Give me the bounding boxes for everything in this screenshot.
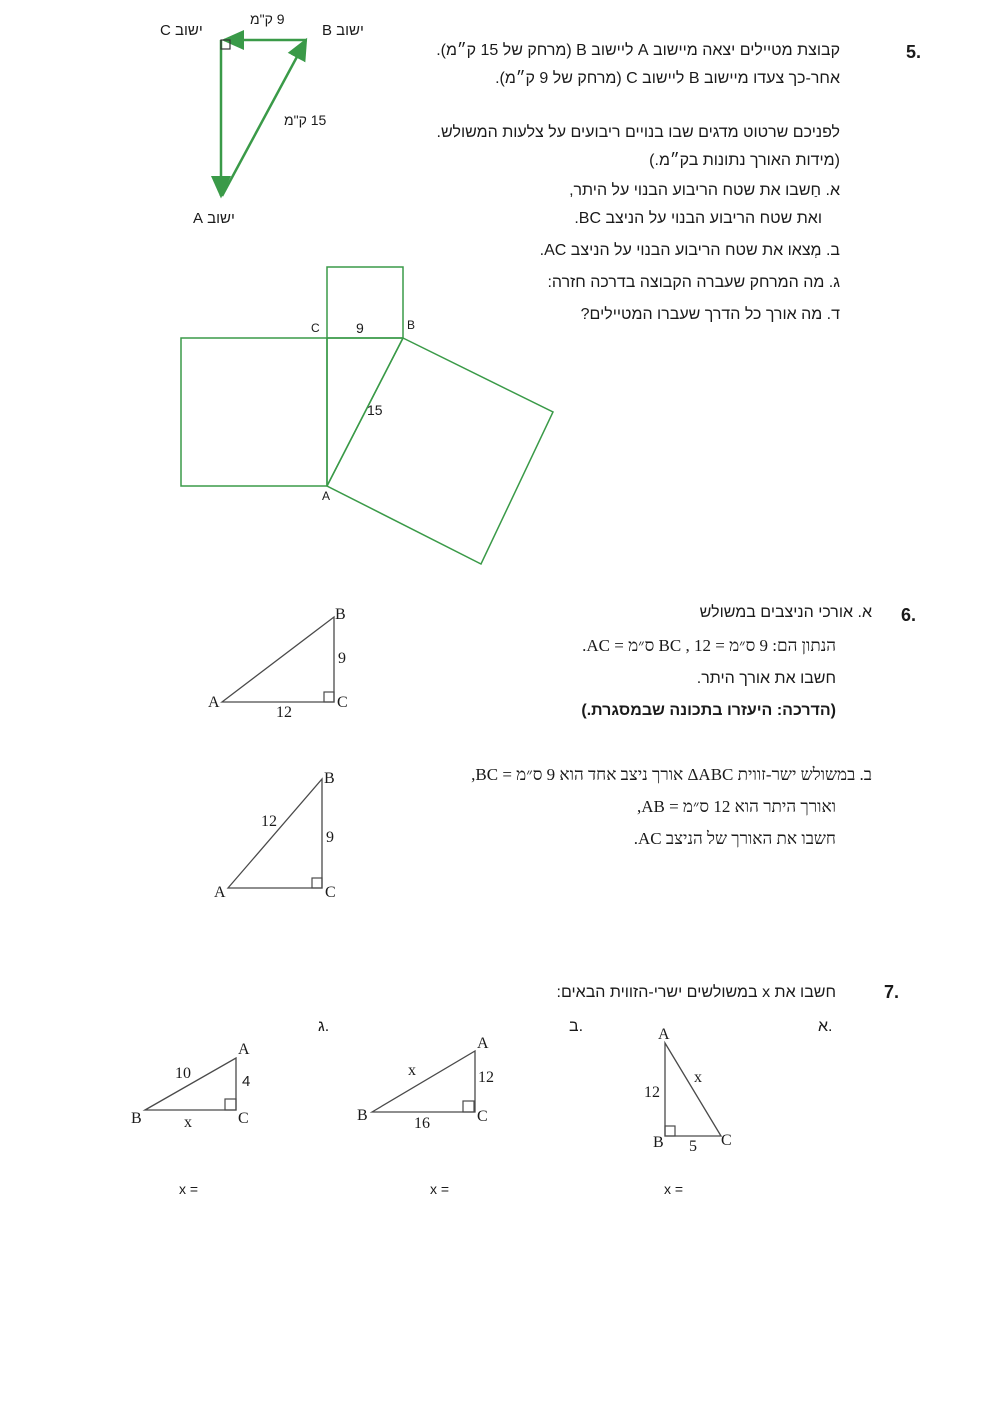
q5-task-d: ד. מה אורך כל הדרך שעברו המטיילים? (580, 306, 840, 323)
q7c-vertex-c: C (238, 1110, 249, 1127)
q5-task-a-cont: ואת שטח הריבוע הבנוי על הניצב BC. (574, 210, 822, 227)
q6a-vertex-b: B (335, 606, 346, 623)
q7b-vertex-c: C (477, 1108, 488, 1125)
q6a-line-3: חשבו את אורך היתר. (696, 670, 836, 687)
q7c-answer-field[interactable]: x = (179, 1181, 199, 1197)
q7b-triangle (372, 1051, 475, 1112)
q7b-vertex-a: A (477, 1035, 489, 1052)
q6b-hypotenuse-label: 12 (261, 813, 277, 830)
q7c-hypotenuse-label: 10 (175, 1065, 191, 1082)
q6b-line-3: חשבו את האורך של הניצב AC. (633, 829, 836, 848)
q6a-side-bc-label: 9 (338, 650, 346, 667)
q7a-vertex-a: A (658, 1026, 670, 1043)
q7b-vertex-b: B (357, 1107, 368, 1124)
q7b-answer-field[interactable]: x = (430, 1181, 450, 1197)
q7a-side-bc-label: 5 (689, 1138, 697, 1155)
squares-vertex-c: C (311, 321, 320, 335)
town-a-label: ישוב A (193, 210, 235, 227)
q7b-hypotenuse-label: x (408, 1062, 416, 1079)
q5-line-1: קבוצת מטיילים יצאה מיישוב A ליישוב B (מרחק של 15 ק״מ). (436, 42, 840, 59)
triangle-side-ab (327, 338, 403, 486)
q6b-vertex-a: A (214, 884, 226, 901)
q7c-vertex-b: B (131, 1110, 142, 1127)
q7c-right-angle-mark (225, 1099, 236, 1110)
q6a-vertex-a: A (208, 694, 220, 711)
q7-part-a-letter: א. (818, 1018, 833, 1035)
question-5-number: 5. (906, 42, 922, 62)
q5-task-c: ג. מה המרחק שעברה הקבוצה בדרכה חזרה: (547, 274, 840, 291)
q6b-triangle (228, 779, 322, 888)
q6b-right-angle-mark (312, 878, 322, 888)
q7-part-c-letter: ג. (318, 1018, 330, 1035)
q6b-vertex-b: B (324, 770, 335, 787)
town-b-label: ישוב B (322, 22, 364, 39)
q7a-vertex-b: B (653, 1134, 664, 1151)
q7a-right-angle-mark (665, 1126, 675, 1136)
q7b-side-ac-label: 12 (478, 1069, 494, 1086)
q7a-triangle (665, 1043, 721, 1136)
q6a-line-2: הנתון הם: 9 ס״מ = BC , 12 ס״מ = AC. (582, 636, 836, 655)
q7b-side-bc-label: 16 (414, 1115, 430, 1132)
q7c-side-bc-label: x (184, 1114, 192, 1131)
squares-vertex-b: B (407, 318, 416, 332)
q6a-triangle (222, 617, 334, 702)
squares-vertex-a: A (322, 489, 331, 503)
question-6-number: 6. (901, 605, 917, 625)
q6b-line-2: ואורך היתר הוא 12 ס״מ = AB, (636, 797, 836, 816)
distance-bc-label: 9 ק"מ (250, 11, 285, 27)
square-on-ac (181, 338, 327, 486)
q7a-side-ab-label: 12 (644, 1084, 660, 1101)
square-on-bc (327, 267, 403, 338)
q6a-vertex-c: C (337, 694, 348, 711)
q6b-side-bc-label: 9 (326, 829, 334, 846)
q5-task-a: א. חַשבו את שטח הריבוע הבנוי על היתר, (569, 182, 840, 199)
q7a-vertex-c: C (721, 1132, 732, 1149)
squares-side-ab-label: 15 (367, 402, 383, 418)
squares-side-bc-label: 9 (356, 320, 364, 336)
q7a-hypotenuse-label: x (694, 1069, 702, 1086)
q5-task-b: ב. מְצאו את שטח הריבוע הבנוי על הניצב AC. (539, 242, 840, 259)
distance-ab-label: 15 ק"מ (284, 112, 327, 128)
q5-line-2: אחר-כך צעדו מיישוב B ליישוב C (מרחק של 9 ק״מ). (495, 70, 840, 87)
q6b-vertex-c: C (325, 884, 336, 901)
q7c-vertex-a: A (238, 1041, 250, 1058)
q6a-right-angle-mark (324, 692, 334, 702)
right-angle-mark-c (221, 40, 230, 49)
q7c-side-ac-label: 4 (242, 1073, 251, 1090)
square-on-ab (327, 338, 553, 564)
question-7-number: 7. (884, 982, 900, 1002)
q6a-side-ac-label: 12 (276, 704, 292, 721)
q7a-answer-field[interactable]: x = (664, 1181, 684, 1197)
q6a-line-4: (הדרכה: היעזרו בתכונה שבמסגרת.) (581, 702, 836, 719)
q6b-line-1: ב. במשולש ישר-זווית ΔABC אורך ניצב אחד הוא 9 ס״מ = BC, (471, 765, 872, 784)
town-c-label: ישוב C (160, 22, 203, 39)
q5-line-3: לפניכם שרטוט מדגים שבו בנויים ריבועים על צלעות המשולש. (436, 124, 840, 141)
q5-line-4: (מידות האורך נתונות בק״מ.) (649, 152, 840, 169)
q7b-right-angle-mark (463, 1101, 474, 1112)
q7-intro: חשבו את x במשולשים ישרי-הזווית הבאים: (556, 984, 836, 1001)
q6a-line-1: א. אורכי הניצבים במשולש (699, 604, 872, 621)
q7-part-b-letter: ב. (569, 1018, 584, 1035)
